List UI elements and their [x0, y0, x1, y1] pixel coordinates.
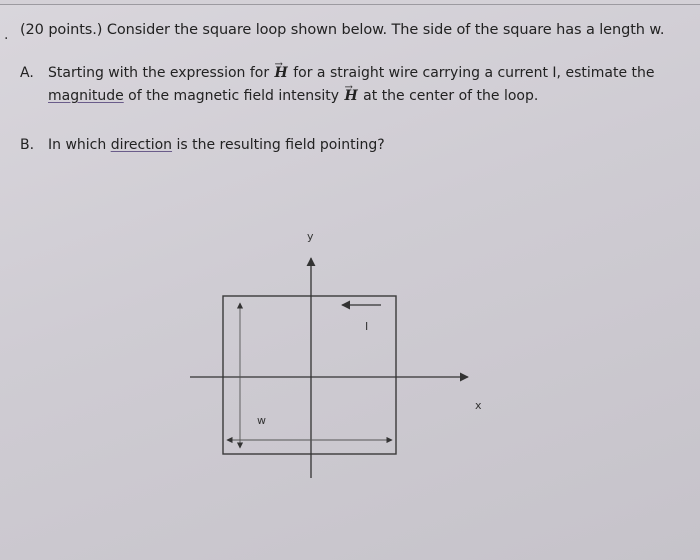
part-b-pre: In which: [48, 137, 111, 153]
part-a-line2-mid: of the magnetic field intensity: [123, 88, 344, 104]
vector-h-symbol-2: → H: [343, 85, 358, 108]
square-loop: [223, 296, 396, 454]
part-b-letter: B.: [20, 137, 35, 153]
part-a-line1-post: for a straight wire carrying a current I, estimate the: [288, 65, 655, 81]
part-a-magnitude-word: magnitude: [48, 88, 124, 104]
part-a-line1-pre: Starting with the expression for: [48, 65, 274, 81]
vector-h-symbol: → H: [274, 62, 289, 85]
part-a-letter: A.: [20, 65, 34, 81]
part-b-direction-word: direction: [110, 137, 173, 153]
current-label: I: [365, 320, 369, 333]
problem-header: (20 points.) Consider the square loop shown below. The side of the square has a length w.: [20, 22, 665, 38]
part-b-post: is the resulting field pointing?: [172, 137, 385, 153]
side-length-label: w: [257, 414, 266, 427]
bullet-dot: .: [4, 27, 9, 43]
x-axis-label: x: [475, 399, 482, 412]
y-axis-label: y: [307, 230, 314, 243]
part-a-line2-post: at the center of the loop.: [358, 88, 539, 104]
